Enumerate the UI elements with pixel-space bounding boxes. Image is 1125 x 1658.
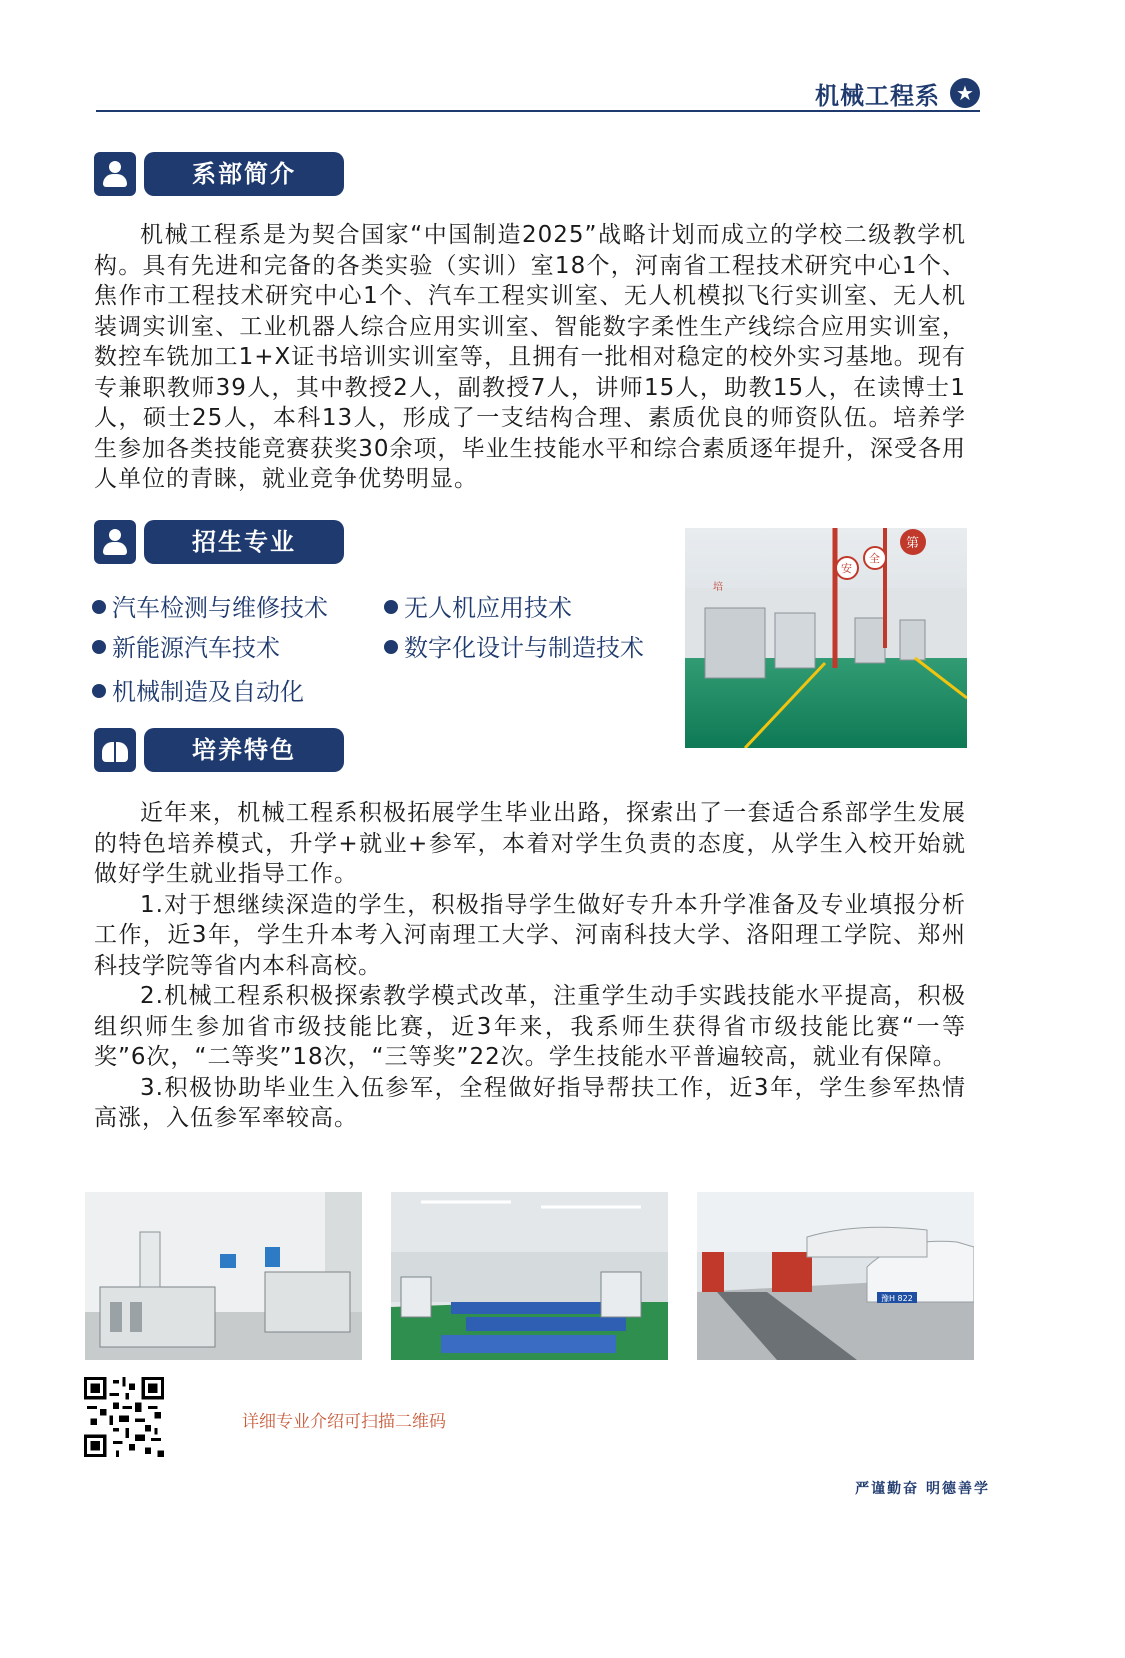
qr-caption: 详细专业介绍可扫描二维码 — [242, 1412, 446, 1432]
bullet-icon — [384, 600, 398, 614]
workshop-sign-text: 培 — [713, 582, 723, 593]
bullet-icon — [384, 640, 398, 654]
department-title: 机械工程系 — [815, 82, 940, 110]
major-item — [92, 672, 304, 707]
workshop-photo — [685, 528, 967, 748]
major-item — [92, 588, 328, 623]
bullet-icon — [92, 640, 106, 654]
major-item — [384, 588, 572, 623]
qr-code[interactable] — [84, 1377, 164, 1457]
section-majors-label: 招生专业 — [144, 520, 344, 564]
car-plate-text: 豫H 822 — [881, 1294, 913, 1303]
bullet-icon — [92, 600, 106, 614]
page-header — [96, 72, 980, 112]
person-icon — [94, 152, 136, 196]
intro-paragraph — [94, 220, 966, 495]
features-text: 3.积极协助毕业生入伍参军，全程做好指导帮扶工作，近3年，学生参军热情高涨，入伍参军率较高。 — [94, 1074, 966, 1131]
person-icon — [94, 520, 136, 564]
workshop-sign-text: 全 — [869, 552, 880, 565]
bullet-icon — [92, 684, 106, 698]
training-room-photo — [391, 1192, 668, 1360]
book-icon — [94, 728, 136, 772]
features-text: 近年来，机械工程系积极拓展学生毕业出路，探索出了一套适合系部学生发展的特色培养模式，升学+就业+参军，本着对学生负责的态度，从学生入校开始就做好学生就业指导工作。 — [94, 800, 966, 887]
features-paragraphs — [94, 798, 966, 1134]
features-text: 1.对于想继续深造的学生，积极指导学生做好专升本升学准备及专业填报分析工作，近3年，学生升本考入河南理工大学、河南科技大学、洛阳理工学院、郑州科技学院等省内本科高校。 — [94, 891, 966, 979]
major-label: 汽车检测与维修技术 — [112, 594, 328, 622]
major-label: 数字化设计与制造技术 — [404, 634, 644, 662]
intro-text: 机械工程系是为契合国家“中国制造2025”战略计划而成立的学校二级教学机构。具有先进和完备的各类实验（实训）室18个，河南省工程技术研究中心1个、焦作市工程技术研究中心1个、汽车工程实训室、无人机模拟飞行实训室、无人机装调实训室、工业机器人综合应用实训室、智能数字柔性生产线综合应用实训室，数控车铣加工1+X证书培训实训室等，且拥有一批相对稳定的校外实习基地。现有专兼职教师39人，其中教授2人，副教授7人，讲师15人，助教15人，在读博士1人，硕士25人，本科13人，形成了一支结构合理、素质优良的师资队伍。培养学生参加各类技能竞赛获奖30余项，毕业生技能水平和综合素质逐年提升，深受各用人单位的青睐，就业竞争优势明显。 — [94, 222, 966, 492]
robot-lab-photo — [85, 1192, 362, 1360]
major-item — [92, 628, 280, 663]
section-features-label: 培养特色 — [144, 728, 344, 772]
major-item — [384, 628, 644, 663]
major-label: 新能源汽车技术 — [112, 634, 280, 662]
features-text: 2.机械工程系积极探索教学模式改革，注重学生动手实践技能水平提高，积极组织师生参加省市级技能比赛，近3年来，我系师生获得省市级技能比赛“一等奖”6次，“二等奖”18次，“三等奖”22次。学生技能水平普遍较高，就业有保障。 — [94, 983, 966, 1070]
footer-motto: 严谨勤奋 明德善学 — [855, 1481, 990, 1497]
workshop-sign-text: 安 — [841, 562, 852, 575]
auto-workshop-photo — [697, 1192, 974, 1360]
major-label: 机械制造及自动化 — [112, 678, 304, 706]
section-intro-label: 系部简介 — [144, 152, 344, 196]
star-icon: ★ — [950, 78, 980, 108]
major-label: 无人机应用技术 — [404, 594, 572, 622]
workshop-sign-text: 第 — [906, 536, 920, 551]
